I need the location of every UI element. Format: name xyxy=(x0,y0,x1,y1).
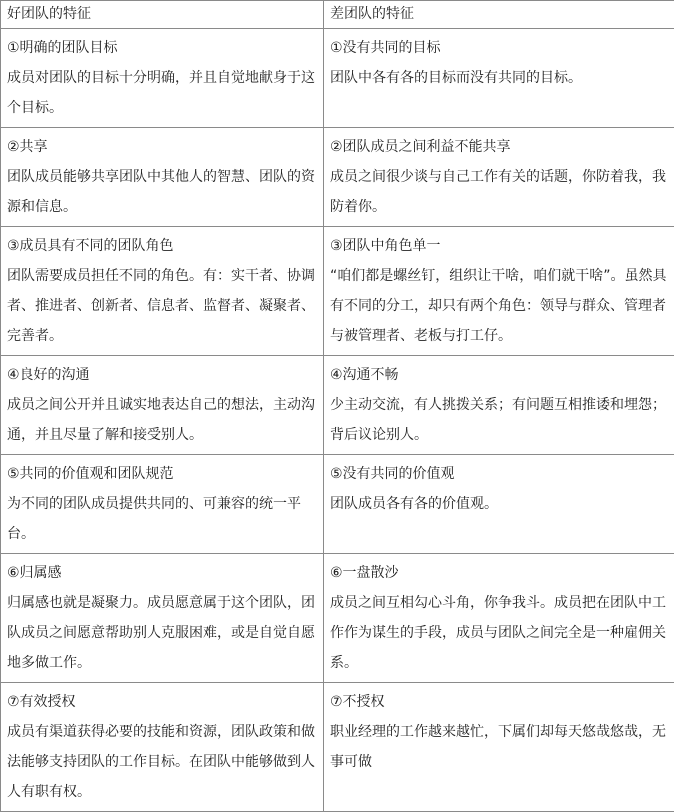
header-bad-traits: 差团队的特征 xyxy=(324,1,674,29)
bad-trait-cell xyxy=(324,554,674,683)
bad-trait-description: 团队中各有各的目标而没有共同的目标。 xyxy=(330,63,668,93)
table-row xyxy=(1,29,674,128)
good-trait-cell xyxy=(1,227,324,356)
header-row xyxy=(1,1,674,29)
good-trait-description: 为不同的团队成员提供共同的、可兼容的统一平台。 xyxy=(7,489,317,549)
good-trait-description: 团队需要成员担任不同的角色。有：实干者、协调者、推进者、创新者、信息者、监督者、凝聚者、完善者。 xyxy=(7,261,317,351)
bad-trait-cell xyxy=(324,128,674,227)
good-trait-title: ⑥归属感 xyxy=(7,558,317,588)
table-row xyxy=(1,128,674,227)
table-row xyxy=(1,683,674,812)
bad-trait-title: ⑦不授权 xyxy=(330,687,668,717)
good-trait-description: 成员对团队的目标十分明确，并且自觉地献身于这个目标。 xyxy=(7,63,317,123)
bad-trait-cell xyxy=(324,455,674,554)
bad-trait-title: ⑥一盘散沙 xyxy=(330,558,668,588)
bad-trait-description: 少主动交流，有人挑拨关系；有问题互相推诿和埋怨；背后议论别人。 xyxy=(330,390,668,450)
good-trait-description: 成员有渠道获得必要的技能和资源，团队政策和做法能够支持团队的工作目标。在团队中能够做到人人有职有权。 xyxy=(7,717,317,807)
bad-trait-cell xyxy=(324,227,674,356)
bad-trait-description: 成员之间很少谈与自己工作有关的话题，你防着我，我防着你。 xyxy=(330,162,668,222)
table-row xyxy=(1,227,674,356)
good-trait-title: ④良好的沟通 xyxy=(7,360,317,390)
table-row xyxy=(1,356,674,455)
bad-trait-title: ⑤没有共同的价值观 xyxy=(330,459,668,489)
header-good-traits: 好团队的特征 xyxy=(1,1,324,29)
good-trait-description: 团队成员能够共享团队中其他人的智慧、团队的资源和信息。 xyxy=(7,162,317,222)
bad-trait-title: ④沟通不畅 xyxy=(330,360,668,390)
bad-trait-description: 成员之间互相勾心斗角，你争我斗。成员把在团队中工作作为谋生的手段，成员与团队之间完全是一种雇佣关系。 xyxy=(330,588,668,678)
good-trait-title: ③成员具有不同的团队角色 xyxy=(7,231,317,261)
table-row xyxy=(1,455,674,554)
good-trait-cell xyxy=(1,455,324,554)
bad-trait-cell xyxy=(324,356,674,455)
bad-trait-description: “咱们都是螺丝钉，组织让干啥，咱们就干啥”。虽然具有不同的分工，却只有两个角色：领导与群众、管理者与被管理者、老板与打工仔。 xyxy=(330,261,668,351)
bad-trait-title: ②团队成员之间利益不能共享 xyxy=(330,132,668,162)
good-trait-title: ②共享 xyxy=(7,132,317,162)
good-trait-cell xyxy=(1,128,324,227)
good-trait-cell xyxy=(1,554,324,683)
bad-trait-title: ③团队中角色单一 xyxy=(330,231,668,261)
table-row xyxy=(1,554,674,683)
bad-trait-description: 职业经理的工作越来越忙，下属们却每天悠哉悠哉，无事可做 xyxy=(330,717,668,777)
good-trait-description: 成员之间公开并且诚实地表达自己的想法，主动沟通，并且尽量了解和接受别人。 xyxy=(7,390,317,450)
bad-trait-cell xyxy=(324,29,674,128)
bad-trait-title: ①没有共同的目标 xyxy=(330,33,668,63)
good-trait-title: ⑦有效授权 xyxy=(7,687,317,717)
good-trait-title: ⑤共同的价值观和团队规范 xyxy=(7,459,317,489)
good-trait-title: ①明确的团队目标 xyxy=(7,33,317,63)
bad-trait-description: 团队成员各有各的价值观。 xyxy=(330,489,668,519)
good-trait-description: 归属感也就是凝聚力。成员愿意属于这个团队，团队成员之间愿意帮助别人克服困难，或是自觉自愿地多做工作。 xyxy=(7,588,317,678)
bad-trait-cell xyxy=(324,683,674,812)
good-trait-cell xyxy=(1,356,324,455)
good-trait-cell xyxy=(1,29,324,128)
good-trait-cell xyxy=(1,683,324,812)
